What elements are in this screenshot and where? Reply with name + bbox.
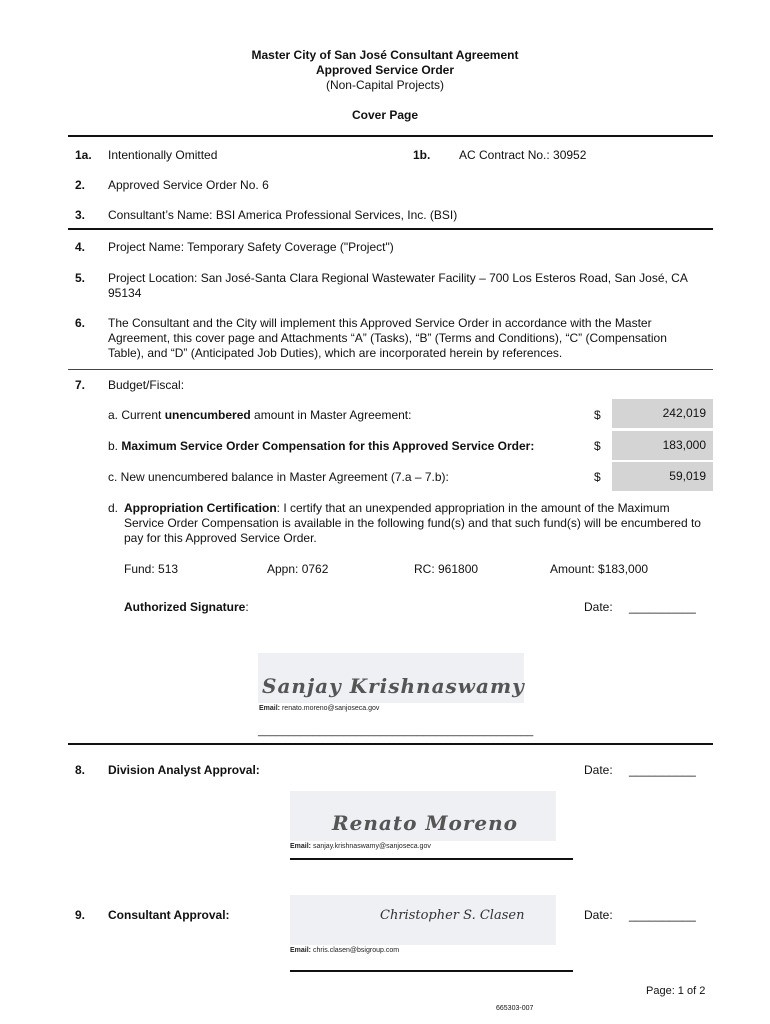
new-balance-amount: 59,019 bbox=[612, 462, 713, 491]
item-number: 5. bbox=[75, 271, 86, 285]
signature-line bbox=[290, 858, 573, 860]
item-number: 3. bbox=[75, 208, 86, 222]
signature-line bbox=[290, 970, 573, 972]
max-compensation-amount: 183,000 bbox=[612, 431, 713, 460]
project-name: Project Name: Temporary Safety Coverage ("Project") bbox=[108, 240, 394, 254]
budget-b-emphasis: Maximum Service Order Compensation for this Approved Service Order: bbox=[121, 439, 535, 453]
doc-subtitle: Approved Service Order bbox=[315, 63, 455, 77]
doc-title: Master City of San José Consultant Agreement bbox=[251, 48, 519, 62]
divider bbox=[68, 228, 713, 230]
appropriation-text: : I certify that an unexpended appropriation in the amount of the Maximum Service Order Compensation is available in the following fund(s) and that such fund(s) will be encumbered to pay for this Approved Service Order. bbox=[124, 501, 701, 545]
authorized-signature-text: Authorized Signature bbox=[124, 600, 246, 614]
document-code: 665303-007 bbox=[496, 1005, 534, 1012]
date-blank: __________ bbox=[629, 763, 696, 777]
item-number: 6. bbox=[75, 316, 86, 330]
budget-line-a bbox=[108, 408, 411, 422]
appn-code: Appn: 0762 bbox=[267, 562, 329, 576]
appropriation-certification bbox=[124, 501, 709, 546]
email-label: Email: bbox=[290, 843, 312, 850]
authorized-signature-label bbox=[124, 600, 249, 614]
appropriation-heading: Appropriation Certification bbox=[124, 501, 277, 515]
consultant-name: Consultant’s Name: BSI America Professional Services, Inc. (BSI) bbox=[108, 208, 458, 222]
budget-heading: Budget/Fiscal: bbox=[108, 378, 185, 392]
currency-symbol: $ bbox=[594, 439, 601, 453]
date-label: Date: bbox=[584, 763, 613, 777]
appropriation-amount: Amount: $183,000 bbox=[550, 562, 649, 576]
email-label: Email: bbox=[259, 705, 281, 712]
email-value: chris.clasen@bsigroup.com bbox=[312, 947, 400, 954]
divider bbox=[68, 135, 713, 137]
division-analyst-approval-label: Division Analyst Approval: bbox=[108, 763, 260, 777]
email-label: Email: bbox=[290, 947, 312, 954]
date-blank: __________ bbox=[629, 600, 696, 614]
currency-symbol: $ bbox=[594, 408, 601, 422]
budget-a-prefix: a. Current bbox=[108, 408, 165, 422]
item-number: 4. bbox=[75, 240, 86, 254]
fund-code: Fund: 513 bbox=[124, 562, 179, 576]
signer-email bbox=[259, 705, 379, 712]
project-location: Project Location: San José-Santa Clara Regional Wastewater Facility – 700 Los Esteros Road, San José, CA 95134 bbox=[108, 271, 688, 300]
doc-category: (Non-Capital Projects) bbox=[325, 78, 445, 92]
budget-a-emphasis: unencumbered bbox=[164, 408, 251, 422]
authorized-signature-image: Sanjay Krishnaswamy bbox=[262, 674, 525, 698]
signer-email bbox=[290, 843, 431, 850]
currency-symbol: $ bbox=[594, 470, 601, 484]
date-label: Date: bbox=[584, 600, 613, 614]
item-number: 7. bbox=[75, 378, 86, 392]
cover-page-heading: Cover Page bbox=[351, 108, 419, 122]
consultant-approval-label: Consultant Approval: bbox=[108, 908, 230, 922]
email-value: sanjay.krishnaswamy@sanjoseca.gov bbox=[312, 843, 431, 850]
item-number: 2. bbox=[75, 178, 86, 192]
item-number: 1b. bbox=[413, 148, 431, 162]
email-value: renato.moreno@sanjoseca.gov bbox=[281, 705, 380, 712]
division-analyst-signature: Renato Moreno bbox=[332, 811, 519, 835]
current-unencumbered-amount: 242,019 bbox=[612, 399, 713, 428]
item-number: 8. bbox=[75, 763, 86, 777]
budget-line-c: c. New unencumbered balance in Master Agreement (7.a – 7.b): bbox=[108, 470, 449, 484]
budget-line-b bbox=[108, 439, 534, 453]
rc-code: RC: 961800 bbox=[414, 562, 479, 576]
item-1a-text: Intentionally Omitted bbox=[108, 148, 218, 162]
item-number: 9. bbox=[75, 908, 86, 922]
page-number: Page: 1 of 2 bbox=[646, 985, 706, 997]
budget-a-suffix: amount in Master Agreement: bbox=[250, 408, 412, 422]
budget-b-prefix: b. bbox=[108, 439, 122, 453]
item-6-text: The Consultant and the City will implement this Approved Service Order in accordance with the Master Agreement, this cover page and Attachments “A” (Tasks), “B” (Terms and Conditions), “C” (Compensation Table), and “D” (Anticipated Job Duties), which are incorporated herein by references. bbox=[108, 316, 667, 360]
contract-number: AC Contract No.: 30952 bbox=[459, 148, 587, 162]
signature-underline: _____________________________________________ bbox=[258, 725, 534, 737]
consultant-signature: Christopher S. Clasen bbox=[380, 908, 525, 923]
budget-d-prefix: d. bbox=[108, 501, 119, 515]
signer-email bbox=[290, 947, 399, 954]
divider bbox=[68, 743, 713, 745]
date-blank: __________ bbox=[629, 908, 696, 922]
service-order-number: Approved Service Order No. 6 bbox=[108, 178, 269, 192]
colon: : bbox=[245, 600, 249, 614]
date-label: Date: bbox=[584, 908, 613, 922]
item-number: 1a. bbox=[75, 148, 92, 162]
divider bbox=[68, 369, 713, 370]
